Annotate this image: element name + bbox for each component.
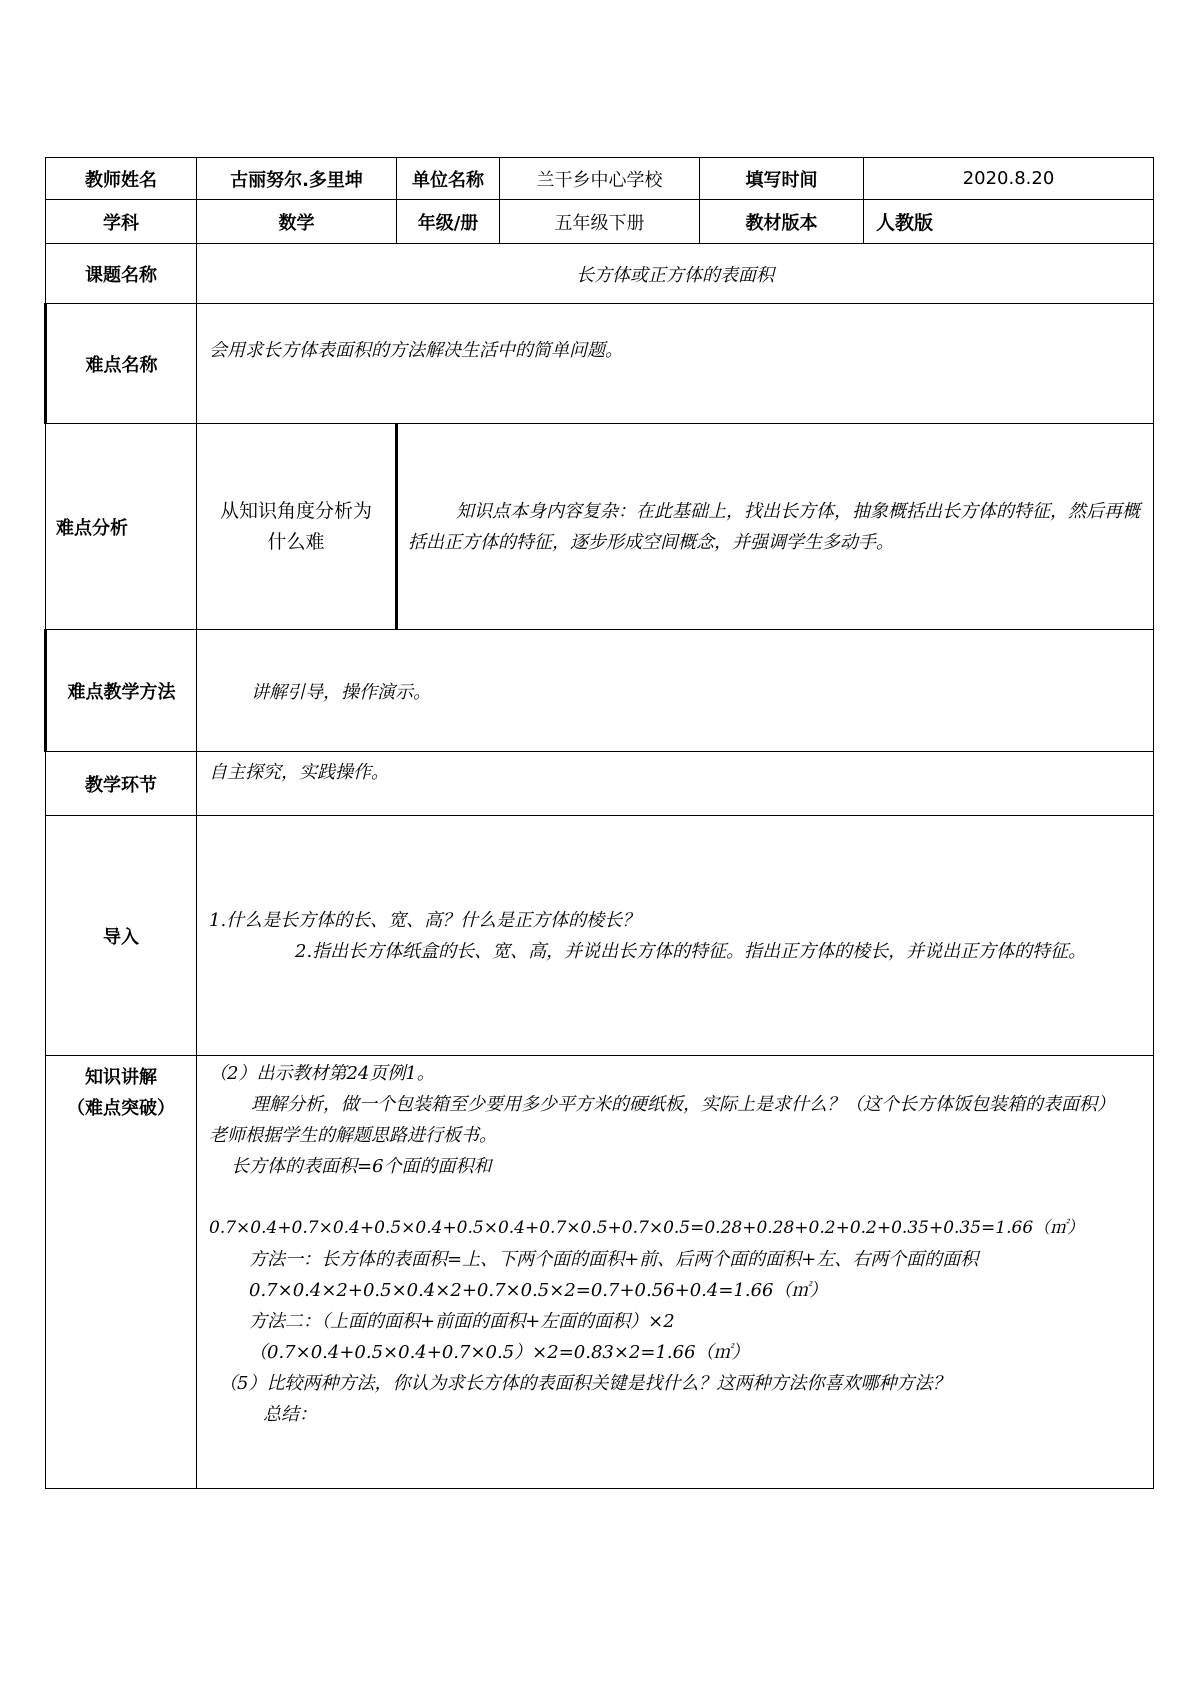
header-row-1 [46, 158, 1154, 200]
edition-value: 人教版 [864, 200, 1154, 244]
knowledge-line-10: （5）比较两种方法，你认为求长方体的表面积关键是找什么？这两种方法你喜欢哪种方法？ [219, 1373, 951, 1394]
knowledge-line-7: 0.7×0.4×2+0.5×0.4×2+0.7×0.5×2=0.7+0.56+0.4=1.66（㎡） [249, 1280, 828, 1301]
teacher-label: 教师姓名 [46, 158, 197, 200]
method-row [46, 630, 1154, 752]
grade-label: 年级/册 [397, 200, 500, 244]
knowledge-line-9: （0.7×0.4+0.5×0.4+0.7×0.5）×2=0.83×2=1.66（㎡） [249, 1342, 750, 1363]
knowledge-line-5-text: 0.7×0.4+0.7×0.4+0.5×0.4+0.5×0.4+0.7×0.5+0.7×0.5=0.28+0.28+0.2+0.2+0.35+0.35=1.66（ [209, 1218, 1051, 1238]
knowledge-line-8: 方法二：（上面的面积+前面的面积+左面的面积）×2 [249, 1311, 675, 1332]
analysis-value: 知识点本身内容复杂：在此基础上，找出长方体，抽象概括出长方体的特征，然后再概括出正方体的特征，逐步形成空间概念，并强调学生多动手。 [397, 424, 1154, 630]
intro-label: 导入 [46, 816, 197, 1056]
intro-cell [197, 816, 1154, 1056]
intro-row [46, 816, 1154, 1056]
analysis-label: 难点分析 [46, 424, 197, 630]
grade-value: 五年级下册 [500, 200, 700, 244]
process-label: 教学环节 [46, 752, 197, 816]
knowledge-line-2: 理解分析，做一个包装箱至少要用多少平方米的硬纸板，实际上是求什么？（这个长方体饭包装箱的表面积） [251, 1094, 1115, 1115]
difficulty-label: 难点名称 [46, 304, 197, 424]
knowledge-label-cell [46, 1056, 197, 1489]
topic-label: 课题名称 [46, 244, 197, 304]
topic-row [46, 244, 1154, 304]
knowledge-line-5-end: ） [1067, 1218, 1085, 1238]
knowledge-line-6: 方法一：长方体的表面积=上、下两个面的面积+前、后两个面的面积+左、右两个面的面积 [249, 1249, 979, 1270]
header-row-2 [46, 200, 1154, 244]
knowledge-line-11: 总结： [263, 1404, 317, 1425]
unit-value: 兰干乡中心学校 [500, 158, 700, 200]
knowledge-line-3: 老师根据学生的解题思路进行板书。 [209, 1125, 497, 1146]
knowledge-line-5 [209, 1213, 1141, 1244]
knowledge-line-5-unit: ㎡ [1050, 1218, 1068, 1238]
teacher-value: 古丽努尔.多里坤 [197, 158, 397, 200]
knowledge-label-1: 知识讲解 [85, 1067, 157, 1088]
lesson-plan-document [44, 157, 1152, 1489]
subject-label: 学科 [46, 200, 197, 244]
edition-label: 教材版本 [700, 200, 864, 244]
unit-label: 单位名称 [397, 158, 500, 200]
difficulty-value: 会用求长方体表面积的方法解决生活中的简单问题。 [197, 304, 1154, 424]
topic-value: 长方体或正方体的表面积 [197, 244, 1154, 304]
lesson-plan-table [44, 157, 1154, 1489]
process-value: 自主探究，实践操作。 [197, 752, 1154, 816]
knowledge-row [46, 1056, 1154, 1489]
knowledge-line-4: 长方体的表面积=6个面的面积和 [231, 1156, 492, 1177]
date-label: 填写时间 [700, 158, 864, 200]
process-row [46, 752, 1154, 816]
subject-value: 数学 [197, 200, 397, 244]
knowledge-cell [197, 1056, 1154, 1489]
knowledge-label-2: （难点突破） [67, 1098, 175, 1119]
method-label: 难点教学方法 [46, 630, 197, 752]
knowledge-line-1: （2）出示教材第24页例1。 [209, 1063, 435, 1084]
method-value: 讲解引导，操作演示。 [197, 630, 1154, 752]
intro-line-1: 1.什么是长方体的长、宽、高？什么是正方体的棱长？ [209, 909, 641, 931]
intro-line-2: 2.指出长方体纸盒的长、宽、高，并说出长方体的特征。指出正方体的棱长，并说出正方体的特征。 [295, 940, 1087, 962]
analysis-row [46, 424, 1154, 630]
analysis-sub-label: 从知识角度分析为什么难 [197, 424, 397, 630]
difficulty-row [46, 304, 1154, 424]
date-value: 2020.8.20 [864, 158, 1154, 200]
